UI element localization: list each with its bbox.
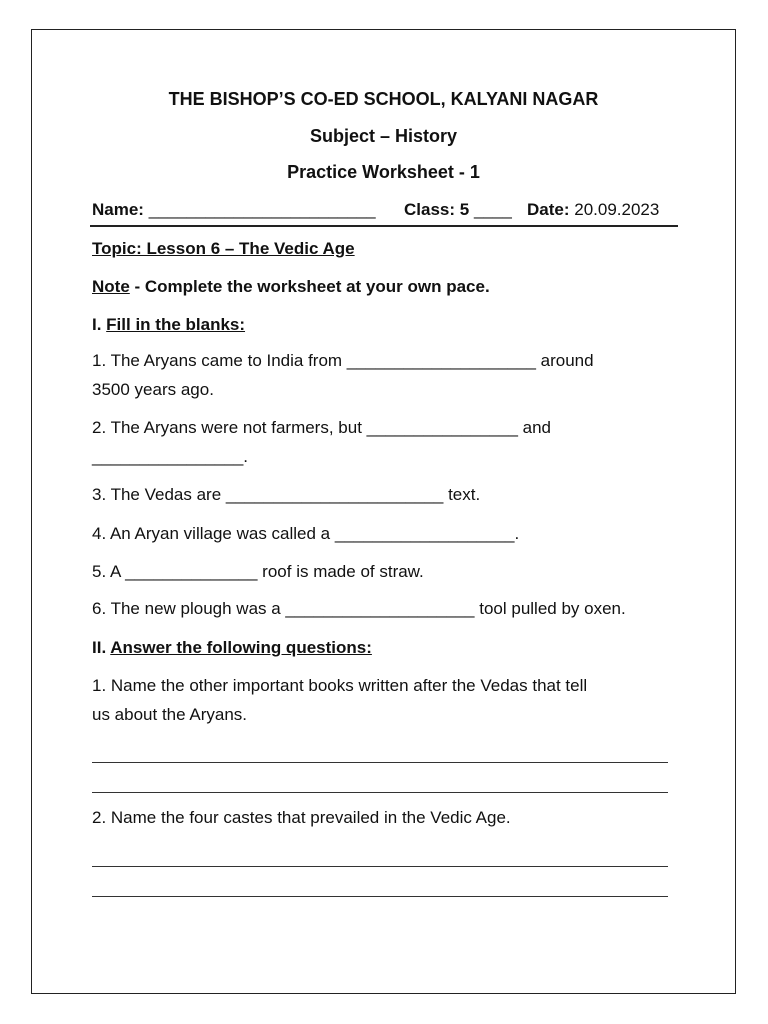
note-label: Note	[92, 277, 130, 296]
topic-heading: Topic: Lesson 6 – The Vedic Age	[92, 239, 355, 258]
name-label: Name:	[92, 200, 144, 219]
class-value: 5	[459, 200, 470, 219]
question-1-line-1: 1. Name the other important books written after the Vedas that tell	[92, 676, 588, 695]
class-label: Class:	[404, 200, 456, 219]
class-field[interactable]	[404, 200, 512, 220]
blank-question-6[interactable]: 6. The new plough was a ____________________ tool pulled by oxen.	[92, 599, 626, 618]
school-name: THE BISHOP’S CO-ED SCHOOL, KALYANI NAGAR	[168, 89, 599, 109]
class-blank[interactable]: ____	[473, 200, 512, 219]
blank-question-2-line-1[interactable]: 2. The Aryans were not farmers, but ________________ and	[92, 418, 552, 437]
date-label: Date:	[527, 200, 570, 219]
name-field[interactable]	[92, 200, 376, 220]
blank-question-1-line-1[interactable]: 1. The Aryans came to India from ____________________ around	[92, 351, 594, 370]
subject-title: Subject – History	[309, 126, 458, 146]
answer-2-line-1[interactable]	[92, 866, 668, 867]
question-2: 2. Name the four castes that prevailed in the Vedic Age.	[92, 808, 511, 827]
blank-question-4[interactable]: 4. An Aryan village was called a ___________________.	[92, 524, 520, 543]
section-2-title: Answer the following questions:	[110, 638, 372, 657]
blank-question-1-line-2: 3500 years ago.	[92, 380, 214, 399]
name-blank[interactable]: ________________________	[148, 200, 376, 219]
question-1-line-2: us about the Aryans.	[92, 705, 247, 724]
section-2-number: II.	[92, 638, 111, 657]
blank-question-2-line-2[interactable]: ________________.	[92, 447, 248, 466]
section-1-number: I.	[92, 315, 107, 334]
date-field	[527, 200, 659, 220]
note-line	[92, 277, 490, 297]
blank-question-5[interactable]: 5. A ______________ roof is made of straw.	[92, 562, 424, 581]
answer-2-line-2[interactable]	[92, 896, 668, 897]
answer-1-line-2[interactable]	[92, 792, 668, 793]
note-text: - Complete the worksheet at your own pace.	[129, 277, 490, 296]
worksheet-title: Practice Worksheet - 1	[287, 162, 480, 182]
section-1-heading	[92, 315, 245, 335]
header-divider	[90, 225, 678, 227]
date-value: 20.09.2023	[574, 200, 660, 219]
section-2-heading	[92, 638, 372, 658]
section-1-title: Fill in the blanks:	[106, 315, 246, 334]
blank-question-3[interactable]: 3. The Vedas are _______________________ text.	[92, 485, 481, 504]
answer-1-line-1[interactable]	[92, 762, 668, 763]
